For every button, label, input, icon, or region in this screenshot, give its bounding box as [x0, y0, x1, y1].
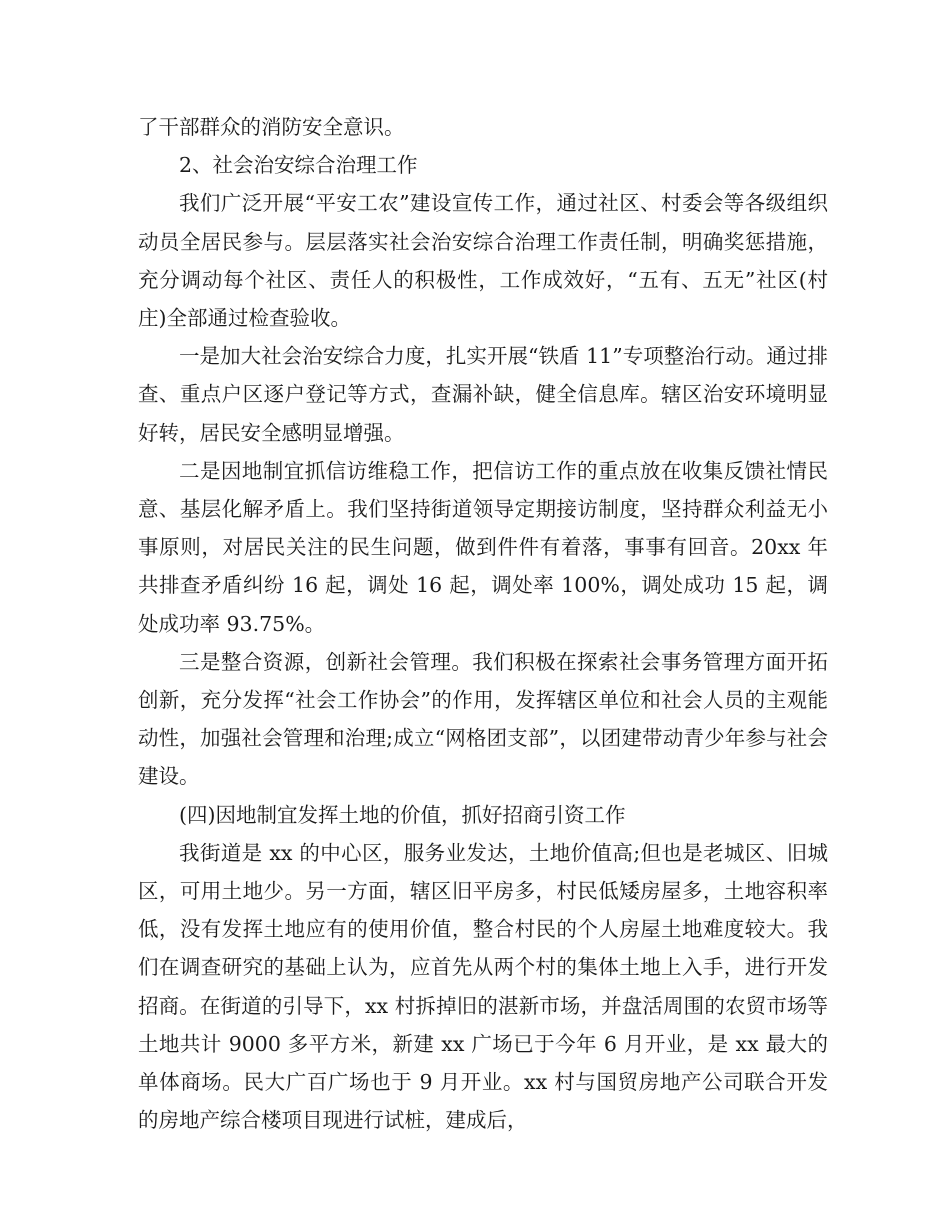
paragraph-continued: 了干部群众的消防安全意识。 [138, 115, 405, 139]
document-body [138, 108, 828, 1139]
paragraph-point-one: 一是加大社会治安综合力度，扎实开展“铁盾 11”专项整治行动。通过排查、重点户区逐户登记等方式，查漏补缺，健全信息库。辖区治安环境明显好转，居民安全感明显增强。 [138, 344, 828, 445]
paragraph-safe-community: 我们广泛开展“平安工农”建设宣传工作，通过社区、村委会等各级组织动员全居民参与。层层落实社会治安综合治理工作责任制，明确奖惩措施，充分调动每个社区、责任人的积极性，工作成效好，“五有、五无”社区(村庄)全部通过检查验收。 [138, 191, 828, 331]
section-heading-public-security: 2、社会治安综合治理工作 [179, 153, 418, 178]
paragraph-point-three: 三是整合资源，创新社会管理。我们积极在探索社会事务管理方面开拓创新，充分发挥“社会工作协会”的作用，发挥辖区单位和社会人员的主观能动性，加强社会管理和治理;成立“网格团支部”，以团建带动青少年参与社会建设。 [138, 649, 828, 789]
paragraph-land-development: 我街道是 xx 的中心区，服务业发达，土地价值高;但也是老城区、旧城区，可用土地少。另一方面，辖区旧平房多，村民低矮房屋多，土地容积率低，没有发挥土地应有的使用价值，整合村民的个人房屋土地难度较大。我们在调查研究的基础上认为，应首先从两个村的集体土地上入手，进行开发招商。在街道的引导下，xx 村拆掉旧的湛新市场，并盘活周围的农贸市场等土地共计 9000 多平方米，新建 xx 广场已于今年 6 月开业，是 xx 最大的单体商场。民大广百广场也于 9 月开业。xx 村与国贸房地产公司联合开发的房地产综合楼项目现进行试桩，建成后， [138, 840, 828, 1133]
paragraph-point-two: 二是因地制宜抓信访维稳工作，把信访工作的重点放在收集反馈社情民意、基层化解矛盾上。我们坚持街道领导定期接访制度，坚持群众利益无小事原则，对居民关注的民生问题，做到件件有着落，事事有回音。20xx 年共排查矛盾纠纷 16 起，调处 16 起，调处率 100%，调处成功 15 起，调处成功率 93.75%。 [138, 458, 828, 636]
section-heading-land-value: (四)因地制宜发挥土地的价值，抓好招商引资工作 [179, 802, 626, 827]
